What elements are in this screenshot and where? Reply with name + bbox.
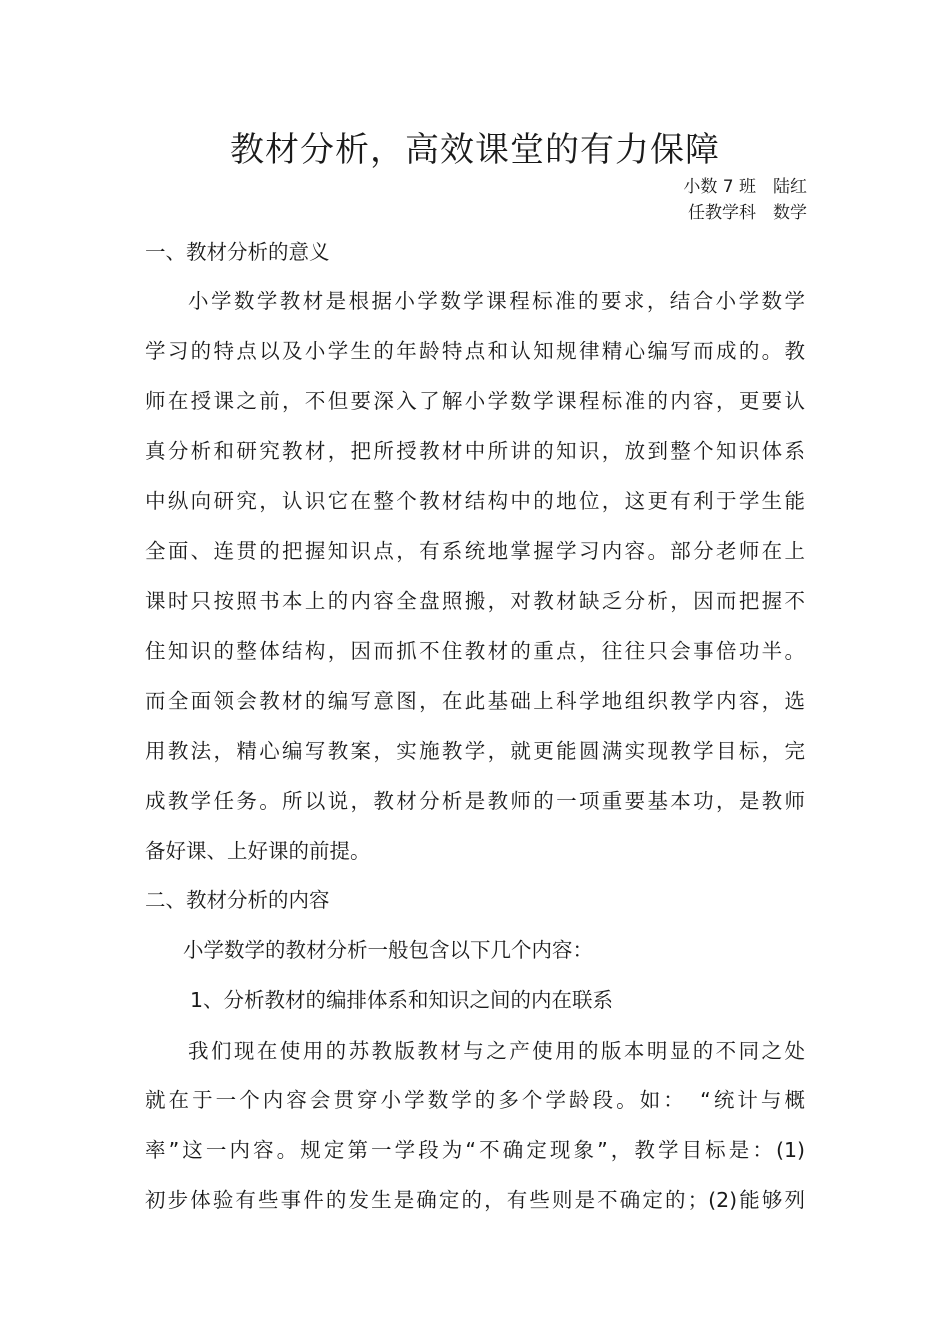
paragraph-line: 就在于一个内容会贯穿小学数学的多个学龄段。如： “统计与概	[145, 1088, 805, 1112]
section-heading-2: 二、教材分析的内容	[145, 888, 330, 912]
author-class-name: 小数 7 班 陆红	[683, 177, 807, 197]
paragraph-line: 我们现在使用的苏教版教材与之产使用的版本明显的不同之处	[188, 1039, 805, 1063]
paragraph-line: 用教法，精心编写教案，实施教学，就更能圆满实现教学目标，完	[145, 739, 805, 763]
paragraph-line: 小学数学教材是根据小学数学课程标准的要求，结合小学数学	[188, 289, 805, 313]
paragraph-line: 真分析和研究教材，把所授教材中所讲的知识，放到整个知识体系	[145, 439, 805, 463]
paragraph-line: 学习的特点以及小学生的年龄特点和认知规律精心编写而成的。教	[145, 339, 805, 363]
section-heading-1: 一、教材分析的意义	[145, 240, 330, 264]
paragraph-line: 小学数学的教材分析一般包含以下几个内容：	[183, 938, 593, 962]
author-subject: 任教学科 数学	[688, 203, 807, 223]
paragraph-line: 住知识的整体结构，因而抓不住教材的重点，往往只会事倍功半。	[145, 639, 805, 663]
paragraph-line: 课时只按照书本上的内容全盘照搬，对教材缺乏分析，因而把握不	[145, 589, 805, 613]
subsection-heading: 1、分析教材的编排体系和知识之间的内在联系	[190, 988, 614, 1012]
paragraph-line: 成教学任务。所以说，教材分析是教师的一项重要基本功，是教师	[145, 789, 805, 813]
paragraph-line: 而全面领会教材的编写意图，在此基础上科学地组织教学内容，选	[145, 689, 805, 713]
paragraph-line: 中纵向研究，认识它在整个教材结构中的地位，这更有利于学生能	[145, 489, 805, 513]
paragraph-line: 全面、连贯的把握知识点，有系统地掌握学习内容。部分老师在上	[145, 539, 805, 563]
paragraph-line: 师在授课之前，不但要深入了解小学数学课程标准的内容，更要认	[145, 389, 805, 413]
paragraph-line: 率”这一内容。规定第一学段为“不确定现象”，教学目标是：(1)	[145, 1138, 805, 1162]
document-title: 教材分析，高效课堂的有力保障	[230, 130, 720, 170]
paragraph-line: 备好课、上好课的前提。	[145, 839, 371, 863]
paragraph-line: 初步体验有些事件的发生是确定的，有些则是不确定的；(2)能够列	[145, 1188, 805, 1212]
